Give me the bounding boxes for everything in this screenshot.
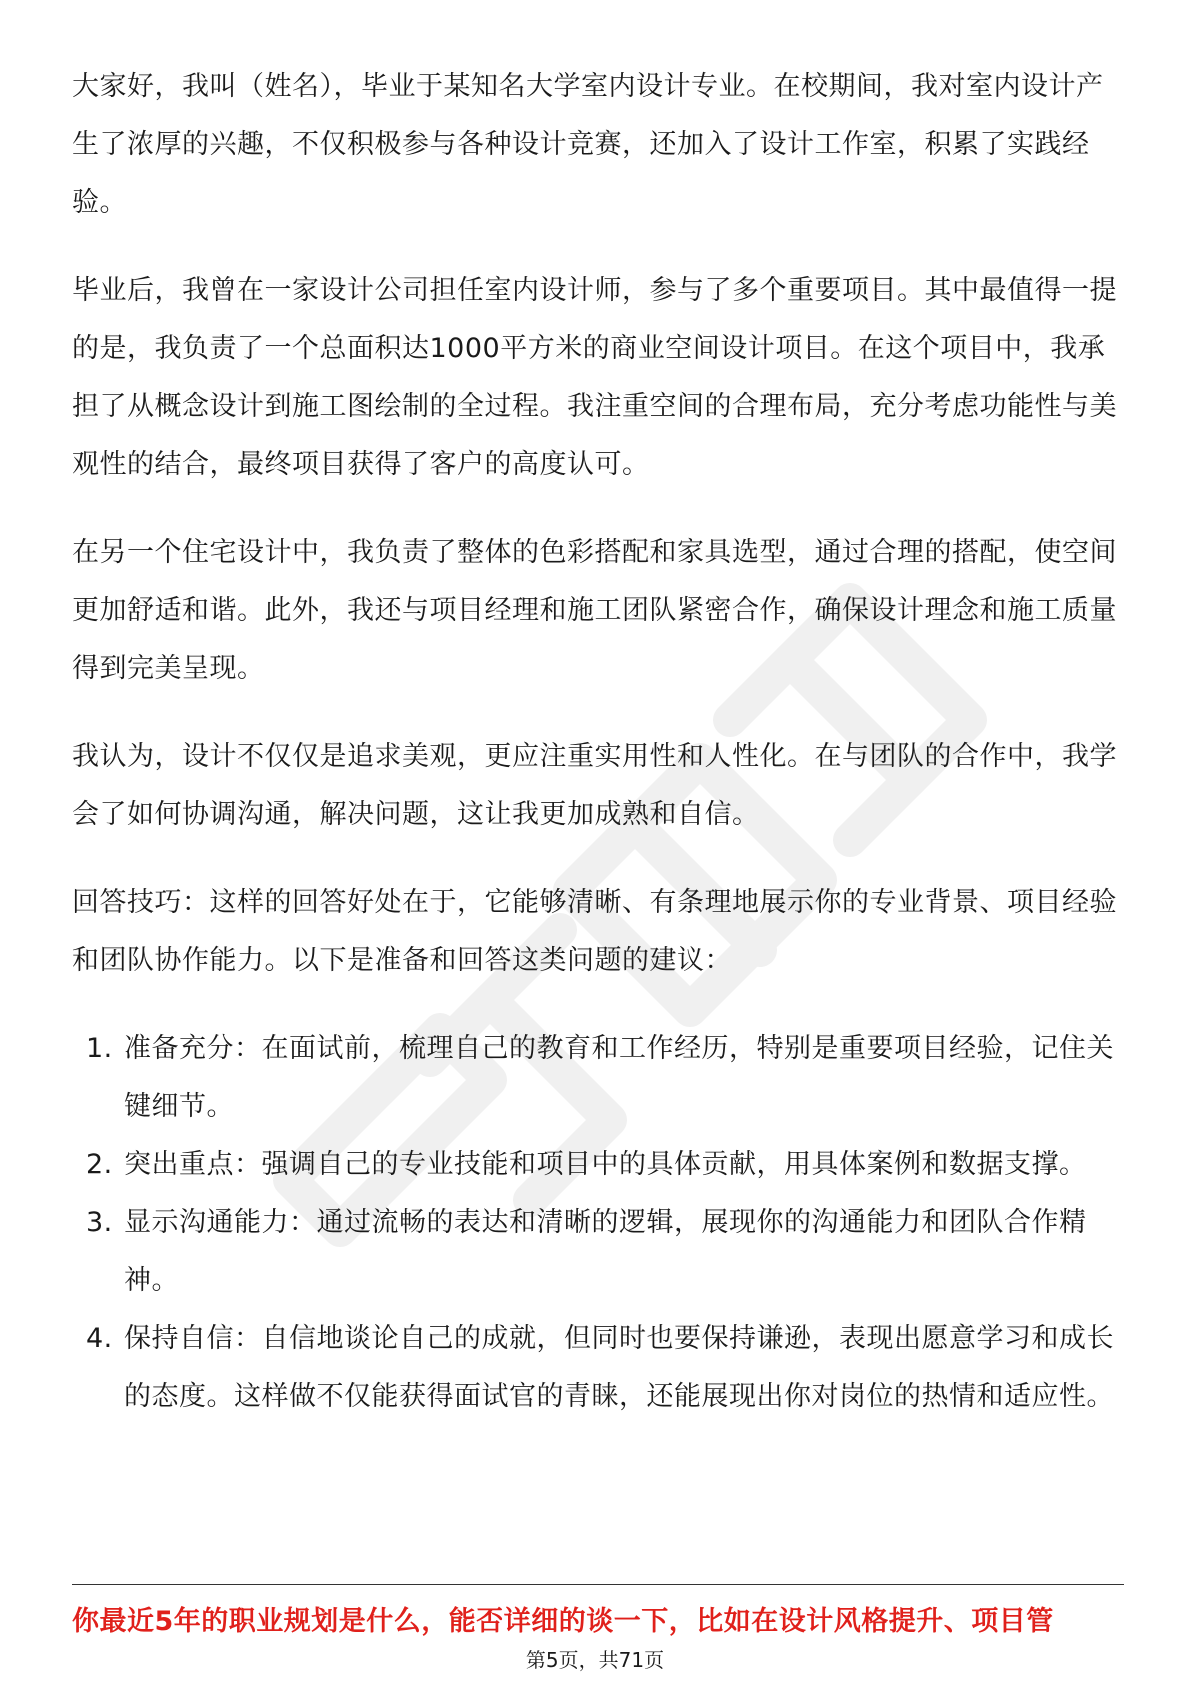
list-item-text: 准备充分：在面试前，梳理自己的教育和工作经历，特别是重要项目经验，记住关键细节。 (124, 1033, 1114, 1122)
list-number: 1. (86, 1033, 113, 1064)
section-divider (72, 1584, 1124, 1585)
paragraph-residential: 在另一个住宅设计中，我负责了整体的色彩搭配和家具选型，通过合理的搭配，使空间更加舒适和谐。此外，我还与项目经理和施工团队紧密合作，确保设计理念和施工质量得到完美呈现。 (72, 537, 1117, 684)
paragraph-answer-tips: 回答技巧：这样的回答好处在于，它能够清晰、有条理地展示你的专业背景、项目经验和团队协作能力。以下是准备和回答这类问题的建议： (72, 887, 1117, 976)
list-item-text: 保持自信：自信地谈论自己的成就，但同时也要保持谦逊，表现出愿意学习和成长的态度。这样做不仅能获得面试官的青睐，还能展现出你对岗位的热情和适应性。 (124, 1323, 1114, 1412)
list-item (72, 1136, 1124, 1194)
paragraph-intro: 大家好，我叫（姓名），毕业于某知名大学室内设计专业。在校期间，我对室内设计产生了浓厚的兴趣，不仅积极参与各种设计竞赛，还加入了设计工作室，积累了实践经验。 (72, 71, 1104, 218)
page-number: 第5页，共71页 (525, 1648, 665, 1672)
list-item-text: 突出重点：强调自己的专业技能和项目中的具体贡献，用具体案例和数据支撑。 (124, 1149, 1087, 1180)
list-item (72, 1310, 1124, 1426)
list-number: 4. (86, 1323, 113, 1354)
list-number: 3. (86, 1207, 113, 1238)
next-question-heading: 你最近5年的职业规划是什么，能否详细的谈一下，比如在设计风格提升、项目管 (72, 1606, 1054, 1637)
document-body (72, 58, 1124, 1426)
paragraph-philosophy: 我认为，设计不仅仅是追求美观，更应注重实用性和人性化。在与团队的合作中，我学会了如何协调沟通，解决问题，这让我更加成熟和自信。 (72, 741, 1117, 830)
list-number: 2. (86, 1149, 113, 1180)
tips-list (72, 1020, 1124, 1426)
list-item-text: 显示沟通能力：通过流畅的表达和清晰的逻辑，展现你的沟通能力和团队合作精神。 (124, 1207, 1087, 1296)
paragraph-experience: 毕业后，我曾在一家设计公司担任室内设计师，参与了多个重要项目。其中最值得一提的是，我负责了一个总面积达1000平方米的商业空间设计项目。在这个项目中，我承担了从概念设计到施工图绘制的全过程。我注重空间的合理布局，充分考虑功能性与美观性的结合，最终项目获得了客户的高度认可。 (72, 275, 1117, 480)
list-item (72, 1020, 1124, 1136)
list-item (72, 1194, 1124, 1310)
